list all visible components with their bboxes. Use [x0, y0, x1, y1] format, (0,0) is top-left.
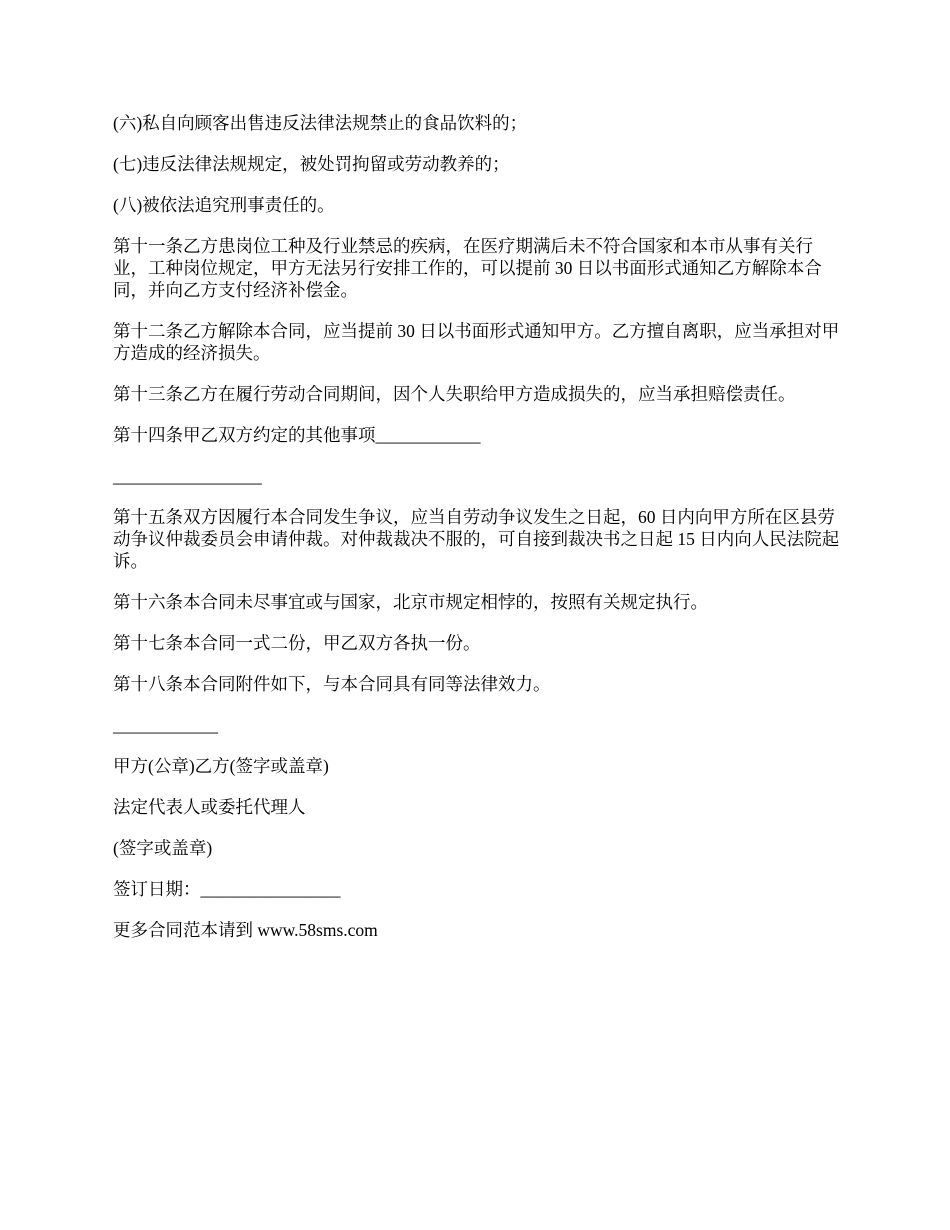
article-18: 第十八条本合同附件如下，与本合同具有同等法律效力。: [113, 674, 551, 694]
footer-more-templates: 更多合同范本请到 www.58sms.com: [113, 920, 378, 940]
signature-or-seal-line: (签字或盖章): [113, 838, 213, 858]
clause-item-7: (七)违反法律法规规定，被处罚拘留或劳动教养的；: [113, 154, 510, 174]
article-14: 第十四条甲乙双方约定的其他事项____________: [113, 425, 481, 445]
article-16: 第十六条本合同未尽事宜或与国家，北京市规定相悖的，按照有关规定执行。: [113, 592, 708, 612]
article-12: 第十二条乙方解除本合同，应当提前 30 日以书面形式通知甲方。乙方擅自离职，应当承担对甲方造成的经济损失。: [113, 321, 840, 363]
legal-representative-line: 法定代表人或委托代理人: [113, 797, 306, 817]
blank-line: _________________: [113, 466, 262, 486]
attachment-blank-line: ____________: [113, 715, 218, 735]
article-15: 第十五条双方因履行本合同发生争议，应当自劳动争议发生之日起，60 日内向甲方所在区县劳动争议仲裁委员会申请仲裁。对仲裁裁决不服的，可自接到裁决书之日起 15 日内向人民法院起诉。: [113, 507, 840, 571]
article-17: 第十七条本合同一式二份，甲乙双方各执一份。: [113, 633, 481, 653]
clause-item-8: (八)被依法追究刑事责任的。: [113, 195, 335, 215]
clause-item-6: (六)私自向顾客出售违反法律法规禁止的食品饮料的；: [113, 113, 528, 133]
party-signature-line: 甲方(公章)乙方(签字或盖章): [113, 756, 329, 776]
article-11: 第十一条乙方患岗位工种及行业禁忌的疾病，在医疗期满后未不符合国家和本市从事有关行业，工种岗位规定，甲方无法另行安排工作的，可以提前 30 日以书面形式通知乙方解除本合同，并向乙方支付经济补偿金。: [113, 236, 822, 300]
signing-date-line: 签订日期：________________: [113, 879, 341, 899]
article-13: 第十三条乙方在履行劳动合同期间，因个人失职给甲方造成损失的，应当承担赔偿责任。: [113, 384, 796, 404]
